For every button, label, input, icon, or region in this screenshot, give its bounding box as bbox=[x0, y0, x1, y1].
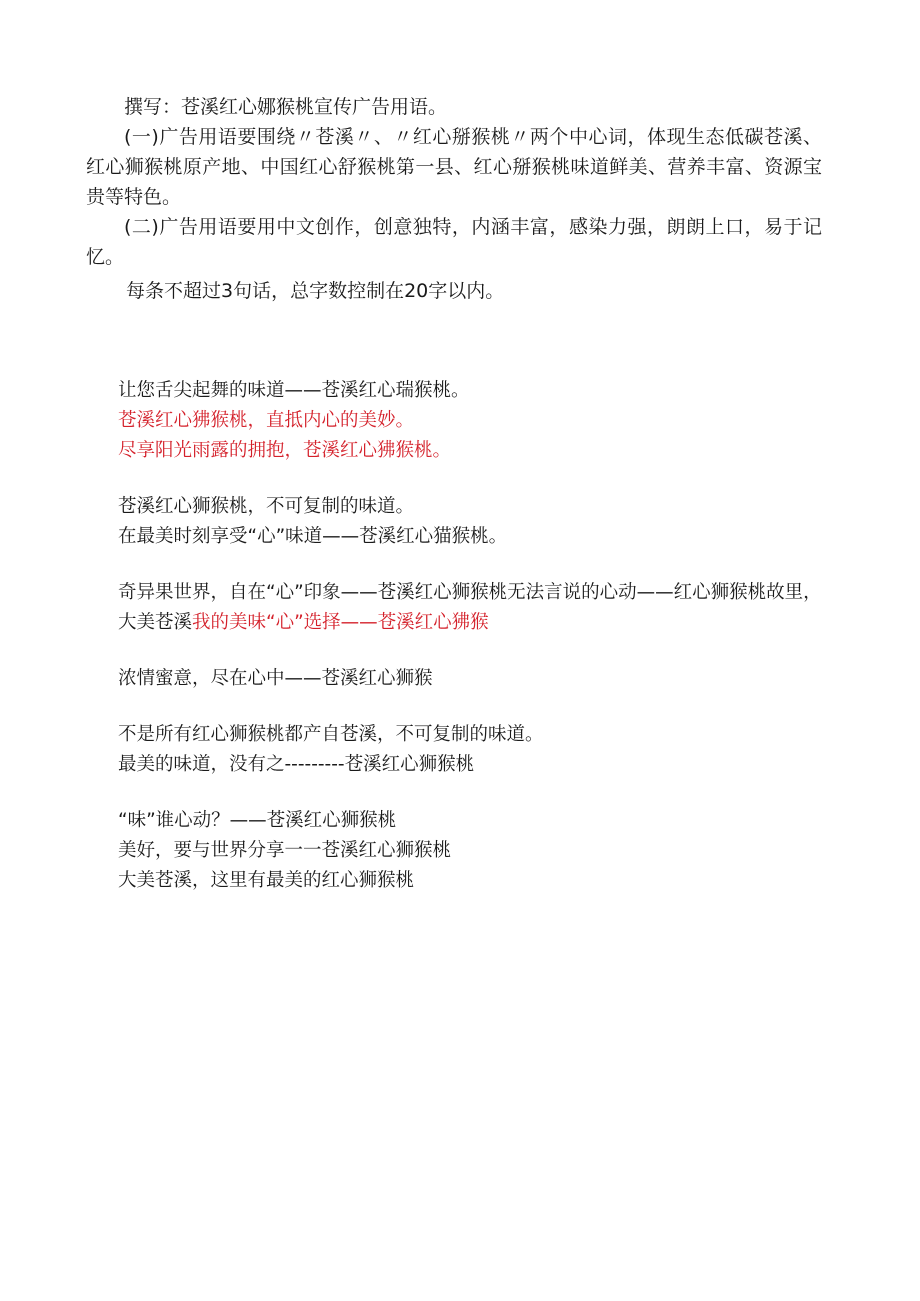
slogan-line: 奇异果世界，自在“心”印象——苍溪红心狮猴桃无法言说的心动——红心狮猴桃故里，大美苍溪 bbox=[118, 582, 822, 633]
slogan-group-6 bbox=[118, 806, 834, 896]
requirements-intro: 撰写：苍溪红心娜猴桃宣传广告用语。 bbox=[124, 96, 448, 118]
slogan-line-highlighted: 苍溪红心狒猴桃，直抵内心的美妙。 bbox=[118, 410, 415, 431]
slogan-group-3 bbox=[118, 578, 834, 638]
slogan-group-5 bbox=[118, 720, 834, 780]
slogan-group-2 bbox=[118, 492, 834, 552]
requirements-rule-2: (二)广告用语要用中文创作，创意独特，内涵丰富，感染力强，朗朗上口，易于记忆。 bbox=[86, 216, 822, 268]
slogan-line: 让您舌尖起舞的味道——苍溪红心瑞猴桃。 bbox=[118, 380, 470, 401]
slogan-line-highlighted: 尽享阳光雨露的拥抱，苍溪红心狒猴桃。 bbox=[118, 440, 452, 461]
requirements-section bbox=[86, 92, 822, 306]
slogan-line: 不是所有红心狮猴桃都产自苍溪，不可复制的味道。 bbox=[118, 724, 544, 745]
slogan-line: 美好，要与世界分享一一苍溪红心狮猴桃 bbox=[118, 840, 452, 861]
slogan-group-4 bbox=[118, 664, 834, 694]
requirements-note: 每条不超过3句话，总字数控制在20字以内。 bbox=[126, 280, 505, 302]
slogan-line: 浓情蜜意，尽在心中——苍溪红心狮猴 bbox=[118, 668, 433, 689]
slogan-line: “味”谁心动？——苍溪红心狮猴桃 bbox=[118, 810, 397, 831]
requirements-rule-1: (一)广告用语要围绕〃苍溪〃、〃红心掰猴桃〃两个中心词，体现生态低碳苍溪、红心狮猴桃原产地、中国红心舒猴桃第一县、红心掰猴桃味道鲜美、营养丰富、资源宝贵等特色。 bbox=[86, 126, 822, 208]
slogan-line: 苍溪红心狮猴桃，不可复制的味道。 bbox=[118, 496, 415, 517]
slogan-group-1 bbox=[118, 376, 834, 466]
slogan-line: 在最美时刻享受“心”味道——苍溪红心猫猴桃。 bbox=[118, 526, 508, 547]
slogan-line: 大美苍溪，这里有最美的红心狮猴桃 bbox=[118, 870, 415, 891]
slogan-line-highlighted: 我的美味“心”选择——苍溪红心狒猴 bbox=[192, 612, 489, 633]
slogan-line: 最美的味道，没有之---------苍溪红心狮猴桃 bbox=[118, 754, 475, 775]
slogans-section bbox=[118, 376, 834, 922]
